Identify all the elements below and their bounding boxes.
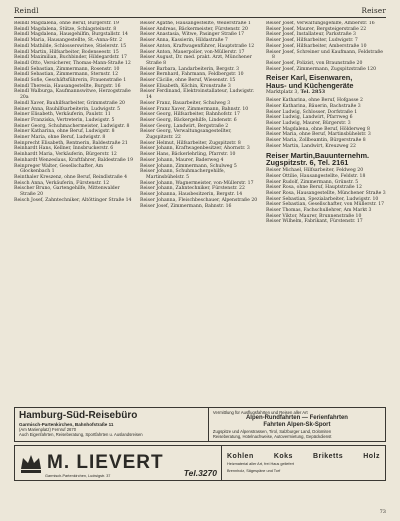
directory-entry: Reiser Anna, Kassierin, Hildastraße 7 [140,38,228,44]
ad-row-travel [14,407,386,442]
directory-entry: Reindl Sofie, Geschäftsführerin, Frauenstraße 1 [14,78,127,84]
directory-entry: Reiser Ottilie, Hausangestellte, Feldstr. 18 [266,173,366,179]
directory-entry: Reinprecht Elisabeth, Rentnerin, Baldestraße 21 [14,140,128,146]
advertisements [14,407,386,481]
directory-entry: Reiser Sebastian, Spezialarbeiter, Ludwigstr. 10 [266,196,379,202]
ad-lievert-name: M. LIEVERT [47,452,164,473]
directory-entry: Reiser Cäcilie, ohne Beruf, Wiesenstr. 15 [140,78,236,84]
ad-lievert-item: Holz [363,452,380,460]
inline-ad-eisenwaren-line1: Reiser Karl, Eisenwaren, [266,73,353,83]
header-left: Reindl [14,6,39,15]
directory-entry: Reiser Rudolf, Zimmermann, Grünstr. 5 [266,179,359,185]
directory-entry: Reiser Katharina, Bäuerin, Bachstraße 3 [266,103,361,109]
ad-alpen-line1: Zugspitze und Alpenstrassen, Tirol, Salzburger Land, Dolomiten [212,429,332,434]
directory-entry: Reiser Hans, Bäckerlehrling, Pfarrstr. 10 [140,152,236,158]
ad-alpen-line2: Reiseberatung, Hotelnachweise, Autovermietung, Gepäckdienst [212,434,332,439]
directory-entry: Reiser Johann, Kraftwagenbesitzer, Ahornstr. 3 [140,146,250,152]
directory-entry: Reiser Josef, Maurer, Bergsteigerstraße 22 [266,26,367,32]
directory-entry: Reisch Anna, Verkäuferin, Fürstenstr. 12 [14,180,110,186]
directory-entry: Reiser Georg, Hilfsarbeiter, Bahnhofstr. 17 [140,112,240,118]
inline-ad-eisenwaren-tel: Tel. 2853 [300,88,326,95]
directory-entry: Reindl Walburga, Kaufmannswitwe, Herzogstraße 20a [14,89,131,101]
directory-entry: Reiser Rosa, ohne Beruf, Hauptstraße 12 [266,185,362,191]
directory-entry: Reiser Katharina, ohne Beruf, Hofgasse 2 [266,98,363,104]
directory-entry: Reiser Johanna, Hausbesitzerin, Bergstr. 14 [140,192,243,198]
directory-entry: Reiser Viktor, Maurer, Brunnenstraße 10 [266,213,362,219]
ad-lievert-items [227,453,380,460]
directory-entry: Reiser Thomas, Fachschullehrer, Am Markt 3 [266,208,372,214]
directory-entry: Reiser Michael, Hilfsarbeiter, Feldweg 20 [266,168,364,174]
directory-entry: Reiner Franziska, Vertreterin, Ludwigstr. 5 [14,117,115,123]
ad-hamburg-sued [15,408,209,441]
directory-entry: Reiser Josef, Hilfsarbeiter, Amberstraße 10 [266,43,367,49]
ad-lievert-item: Koks [273,452,293,460]
inline-ad-bau-line2: Zugspitzstr. 6, Tel. 2161 [266,157,349,167]
directory-entry: Reiner Maria, ohne Beruf, Ludwigstr. 8 [14,135,106,141]
ad-hsr-line2: (Am Marienplatz) Fernruf 2670 [19,427,77,433]
directory-entry: Reiser Ferdinand, Elektroinstallateur, Ludwigstr. 14 [140,89,255,101]
directory-entry: Reiner Elisabeth, Verkäuferin, Paulstr. 11 [14,112,111,118]
directory-entry: Reiser Bernhard, Fahrmann, Feldbergstr. 10 [140,72,244,78]
directory-entry: Reinhardt Hans, Kellner, Innsbruckerstr. 6 [14,146,114,152]
directory-entry: Reindl Sebastian, Zimmermann, Sternstr. 12 [14,72,119,78]
directory-entry: Reinhardt Wenzeslaus, Kraftfahrer, Baldestraße 19 [14,157,134,163]
directory-entry: Reiser Rosa, Hausangestellte, Münchener Straße 3 [266,190,386,196]
header-right: Reiser [361,6,386,15]
ad-hsr-line1: Garmisch-Partenkirchen, Bahnhofstraße 11 [19,422,114,427]
directory-entry: Reiser Maria, Zollbeamtin, Bürgerstraße 8 [266,138,366,144]
directory-entry: Reiser Anton, Kraftwagenführer, Hauptstraße 12 [140,43,255,49]
directory-entry: Reinpreger Walter, Gesellschafter, Am Glockenbach 1 [14,163,104,175]
crown-logo-icon [19,451,43,475]
ad-alpen-title: Alpen-Rundfahrten — Ferienfahrten [245,415,348,421]
directory-entry: Reindl Magdalena, Stütze, Schlagsteinstr. 8 [14,26,117,32]
ad-lievert-tel: Tel.3270 [183,468,217,478]
directory-entry: Reiser Josef, Zimmermann, Bahnstr. 16 [140,203,232,209]
directory-entry: Reiser Josef, Installateur, Parkstraße 3 [266,32,356,38]
directory-entry: Reiser Georg, Landwirt, Bergstraße 2 [140,123,229,129]
ad-lievert-item: Briketts [313,452,344,460]
directory-entry: Reiser Franz Xaver, Zimmermann, Bahnstr. 10 [140,106,249,112]
ad-lievert-item: Kohlen [227,452,254,460]
directory-entry: Reiser Johann, Zahntechniker, Fürstenstr. 22 [140,186,245,192]
directory-entry: Reiser Josef, Polizist, von Braunstraße 20 [266,60,363,66]
inline-ad-eisenwaren [266,72,386,98]
directory-entry: Reiser Anton, Mauerpolier, von-Müllerstr. 17 [140,49,245,55]
page-number: 73 [379,509,386,515]
column-2 [140,21,260,403]
directory-entry: Reindl Maximilian, Buchbinder, Hildegardstr. 17 [14,55,127,61]
directory-entry: Reiser Martin, Landwirt, Kreuzweg 22 [266,143,356,149]
directory-entry: Reiser Josef, Verwaltungsgehilfe, Amberstr. 16 [266,21,375,26]
ad-hsr-line3: Auch Eigenfahrten, Reiseberatung, Sportfahrten u. Auslandsreisen [19,432,143,438]
directory-entry: Reiser Maria, ohne Beruf, Martinsbühelstr. 3 [266,132,371,138]
directory-entry: Reiser Ludwig, Schlosser, Dorfstraße 1 [266,109,358,115]
ad-lievert-detail1: Heizmaterial aller Art, frei Haus geliefert [227,461,294,466]
ad-lievert-detail2: Brennholz, Sägespäne und Torf [227,468,281,473]
ad-alpen-top: Vermittlung für Ausflugsfahrten und Reisen aller Art [212,410,308,415]
directory-entry: Reiser Ludwig, Landwirt, Pfarrweg 6 [266,115,353,121]
directory-entry: Reindl Magdalena, Hausgehilfin, Burgstallstr. 14 [14,32,128,38]
directory-entry: Reiser Wilhelm, Fabrikant, Fürstenstr. 17 [266,219,363,225]
directory-entry: Reiner Georg, Schuhmachermeister, Ludwigstr. 8 [14,123,130,129]
directory-entry: Reiser Johann, Maurer, Baderweg 4 [140,157,224,163]
inline-ad-bauunternehmung [266,150,386,169]
inline-ad-bau-line1: Reiser Martin,Bauunternehm. [266,150,370,160]
directory-entry: Reiser Johann, Zimmermann, Schulweg 5 [140,163,237,169]
directory-entry: Reindl Mathilde, Schlosserswitwe, Stielerstr. 15 [14,43,127,49]
directory-entry: Reiser Georg, Verwaltungsangestellter, Zugspitzstr. 22 [140,129,232,141]
directory-columns [14,21,386,403]
directory-entry: Reiser August, Dr. med. prakt. Arzt, Münchener Straße 8 [140,55,252,66]
directory-entry: Reiner Katharina, ohne Beruf, Ludwigstr. 8 [14,129,115,135]
directory-entry: Reiser Georg, Bäckergehilfe, Lindenstr. 6 [140,117,237,123]
directory-entry: Reindl Theresia, Hausangestellte, Burgstr. 16 [14,83,121,89]
directory-entry: Reindl Otto, Versicherer, Thomas-Mann-Straße 12 [14,60,131,66]
column-3 [266,21,386,403]
ad-lievert [14,445,386,481]
ad-alpen-rundfahrten [209,408,385,441]
directory-entry: Reiser Johann, Wagnermeister, von-Müllerstr. 17 [140,180,254,186]
directory-entry: Reindl Magdalena, ohne Beruf, Bürgerstr. 19 [14,21,119,26]
ad-lievert-sub: Garmisch-Partenkirchen, Ludwigstr. 37 [45,474,111,478]
ad-alpen-sub: Fahrten Alpen-Sk-Sport [263,422,331,428]
directory-entry: Reiser Agathe, Hausangestellte, Weilerstraße 1 [140,21,251,26]
directory-entry: Reiser Helmut, Hilfsarbeiter, Zugspitzstr. 8 [140,140,241,146]
directory-entry: Reiser Josef, Hilfsarbeiter, Ludwigstr. 7 [266,38,358,44]
column-1 [14,21,134,403]
directory-entry: Reindl Martin, Hilfsarbeiter, Bodenseestr. 15 [14,49,119,55]
directory-entry: Reiser Johann, Schuhmachergehilfe, Martinsbühelstr. 5 [140,169,226,180]
directory-entry: Reiser Johanna, Fleischbeschauer, Alpenstraße 20 [140,197,258,203]
inline-ad-eisenwaren-line2: Haus- und Küchengeräte [266,80,354,90]
directory-entry: Reiser Barbara, Landarbeiterin, Bergstr. 3 [140,66,240,72]
page-header [14,6,386,18]
directory-entry: Reinthaler Kreszenz, ohne Beruf, Reindlstraße 4 [14,174,128,180]
directory-entry: Reiser Josef, Zimmermann, Zugspitzstraße 120 [266,66,377,72]
directory-entry: Reiser Elisabeth, Köchin, Kronstraße 3 [140,83,231,89]
directory-entry: Reiser Franz, Bauarbeiter, Schulweg 3 [140,100,231,106]
directory-entry: Reiser Andreas, Bäckermeister, Fürstenstr. 20 [140,26,248,32]
directory-entry: Reiser Magdalena, ohne Beruf, Hölderweg 8 [266,126,370,132]
directory-entry: Reischer Bruno, Gartengehilfe, Mittenwalder Straße 20 [14,186,120,198]
directory-entry: Reiser Ludwig, Maurer, Bürgerstr. 3 [266,121,351,127]
directory-entry: Reiser Sebastian, Gesellschafter, von Müllerstr. 17 [266,202,385,208]
inline-ad-eisenwaren-addr: Marktplatz 3, [266,89,299,95]
directory-entry: Reindl Xaver, Bauhilfsarbeiter, Grimmstraße 20 [14,100,125,106]
directory-entry: Reiser Josef, Schreiner und Kaufmann, Feldstraße 8 [266,49,383,61]
directory-entry: Reisch Josef, Zahntechniker, Altöttinger Straße 14 [14,197,132,203]
directory-entry: Reiser Anastasia, Witwe, Pasinger Straße 17 [140,32,245,38]
directory-entry: Reindl Maria, Hausangestellte, St.-Anna-Str. 2 [14,38,123,44]
directory-entry: Reindl Sebastian, Zimmermann, Rosenstr. 10 [14,66,120,72]
directory-entry: Reiner Anna, Bauhilfsarbeiterin, Ludwigstr. 5 [14,106,121,112]
directory-entry: Reinhardt Maria, Verkäuferin, Bürgerstr. 12 [14,152,117,158]
ad-hsr-title: Hamburg-Süd-Reisebüro [19,410,138,421]
